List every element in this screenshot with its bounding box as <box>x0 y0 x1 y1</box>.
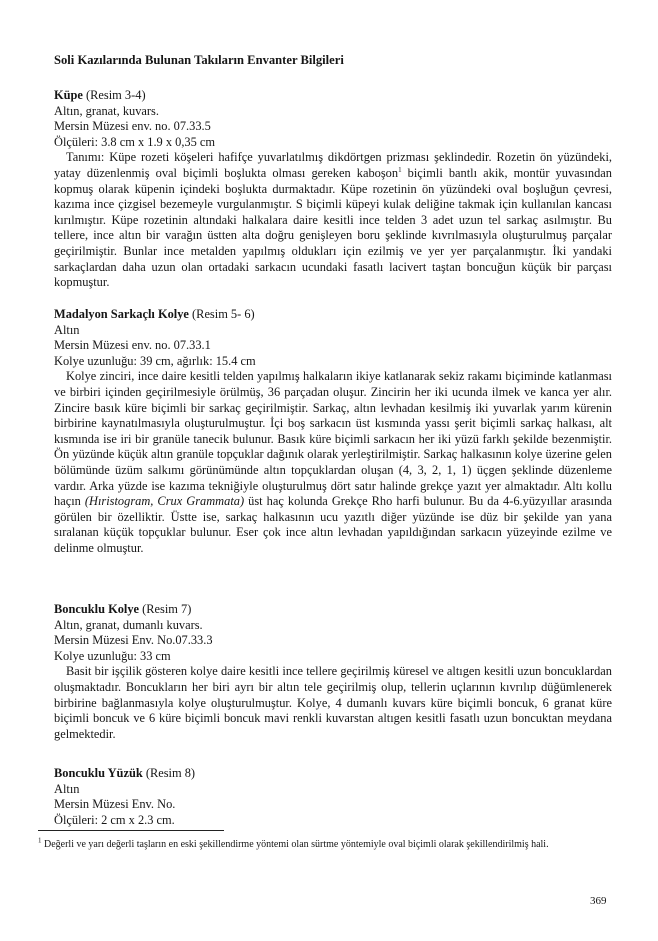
page-title: Soli Kazılarında Bulunan Takıların Envanter Bilgileri <box>54 53 344 67</box>
item-boncuklu-kolye <box>54 602 612 742</box>
item-ref: (Resim 7) <box>142 602 192 616</box>
description-text: Tanımı: Küpe rozeti köşeleri hafifçe yuvarlatılmış dikdörtgen prizması şeklindedir. Rozetin ön yüzündeki, yatay düzenlenmiş oval biçimli boşlukta olması gereken kaboşon <box>54 150 612 180</box>
item-inventory: Mersin Müzesi Env. No.07.33.3 <box>54 633 213 648</box>
item-boncuklu-yuzuk <box>54 766 612 828</box>
item-heading <box>54 602 612 618</box>
item-ref: (Resim 5- 6) <box>192 307 255 321</box>
description-text-continued: biçimli bantlı akik, montür yuvasından kopmuş olarak küpenin içindeki boşlukta durmaktadır. Küpe rozetinin ön yüzündeki oval boşluğun çevresi, kazıma ince çizgisel bezemeyle vurgulanmıştır. S biçimli küpeyi kulak deliğine takmak için kullanılan kancası kırılmıştır. Küpe rozetinin altındaki halkalara daire kesitli ince telden 3 adet uzun tel sarkaç asılmıştır. Bu tellere, ince altın bir varağın üstten alta doğru genişleyen boru şeklinde kıvrılmasıyla oluşturulmuş parçalar geçirilmiştir. Bunlar ince metalden yapılmış oldukları için ezilmiş ve yer yer parçalanmıştır. İki yandaki sarkaçlardan daha uzun olan ortadaki sarkacın ucundaki fasatlı lacivert taştan boncuğun küçük bir parçası kopmuştur. <box>54 165 612 290</box>
description-text-continued: üst haç kolunda Grekçe Rho harfi bulunur. Bu da 4-6.yüzyıllar arasında görülen bir özelliktir. Üstte ise, sarkaç halkasının ucu yazıtlı diğer yüzünde ise düz bir şekilde yan yana sıralanan küçük topçuklar bulunur. Eser çok ince altın levhadan yapıldığından sarkacın yüzeyinde ezilme ve delinme olmuştur. <box>54 494 612 555</box>
item-material: Altın <box>54 322 80 337</box>
item-dimensions: Kolye uzunluğu: 39 cm, ağırlık: 15.4 cm <box>54 353 256 368</box>
item-description <box>54 369 612 556</box>
item-description <box>54 664 612 742</box>
item-name: Boncuklu Kolye <box>54 602 140 616</box>
item-ref: (Resim 3-4) <box>86 88 146 102</box>
item-dimensions: Ölçüleri: 2 cm x 2.3 cm. <box>54 812 175 827</box>
item-material: Altın <box>54 781 80 796</box>
item-material: Altın, granat, kuvars. <box>54 103 159 118</box>
item-material: Altın, granat, dumanlı kuvars. <box>54 617 203 632</box>
footnote-ref: 1 <box>398 165 402 174</box>
footnote-marker: 1 <box>38 836 42 845</box>
description-italic: (Hıristogram, Crux Grammata) <box>84 494 245 509</box>
item-description <box>54 150 612 290</box>
page-number: 369 <box>590 895 607 907</box>
item-heading <box>54 307 612 323</box>
footnote <box>38 838 612 852</box>
item-name: Boncuklu Yüzük <box>54 766 143 780</box>
item-inventory: Mersin Müzesi env. no. 07.33.1 <box>54 338 211 353</box>
item-ref: (Resim 8) <box>145 766 196 780</box>
description-text: Basit bir işçilik gösteren kolye daire kesitli ince tellere geçirilmiş küresel ve altıgen kesitli uzun boncuklardan oluşmaktadır. Boncukların her biri ayrı bir altın tele geçirilmiş olup, tellerin uçlarının kıvrılıp düğümlenerek birbirine bağlanmasıyla kolye oluşturulmuştur. Kolye, 4 dumanlı kuvars küre biçimli boncuk, 6 granat küre biçimli boncuk ve 6 küre biçimli boncuk mavi renkli kuvarstan altıgen kesitli fasatlı uzun boncuktan meydana gelmektedir. <box>54 664 612 741</box>
description-text: Kolye zinciri, ince daire kesitli telden yapılmış halkaların ikiye katlanarak sekiz rakamı biçiminde katlanması ve birbiri içinden geçirilmesiyle örülmüş, 36 parçadan oluşur. Zincirin her iki ucunda ilmek ve kanca yer alır. Zincire basık küre biçimli bir sarkaç geçirilmiştir. Sarkaç, altın levhadan kesilmiş iki yuvarlak yarım kürenin birbirine kaynatılmasıyla oluşturulmuştur. İçi boş sarkacın üst kısmında yassı şerit biçimli sarkaç halkası, alt kısmında ise iri bir granüle tanecik bulunur. Basık küre biçimli sarkacın her iki yüzü farklı şekilde bezenmiştir. Ön yüzünde küçük altın granüle topçuklar dağınık olarak yerleştirilmiştir. Sarkaç halkasının kolye üzerine gelen bölümünde üzüm salkımı görünümünde altın topçuklardan oluşan (4, 3, 2, 1, 1) üçgen şeklinde düzenleme vardır. Arka yüzde ise kazıma tekniğiyle oluşturulmuş dört satır halinde grekçe yazıt yer almaktadır. Altı kollu haçın <box>54 369 612 509</box>
item-name: Madalyon Sarkaçlı Kolye <box>54 307 189 321</box>
item-name: Küpe <box>54 88 83 102</box>
item-dimensions: Kolye uzunluğu: 33 cm <box>54 648 171 663</box>
item-heading <box>54 766 612 782</box>
item-dimensions: Ölçüleri: 3.8 cm x 1.9 x 0,35 cm <box>54 134 216 149</box>
footnote-divider <box>38 830 224 831</box>
item-kupe <box>54 88 612 291</box>
item-inventory: Mersin Müzesi env. no. 07.33.5 <box>54 119 211 134</box>
item-heading <box>54 88 612 104</box>
item-madalyon-kolye <box>54 307 612 557</box>
item-inventory: Mersin Müzesi Env. No. <box>54 797 176 812</box>
footnote-text: Değerli ve yarı değerli taşların en eski şekillendirme yöntemi olan sürtme yöntemiyle oval biçimli olarak şekillendirilmiş hali. <box>44 839 549 850</box>
